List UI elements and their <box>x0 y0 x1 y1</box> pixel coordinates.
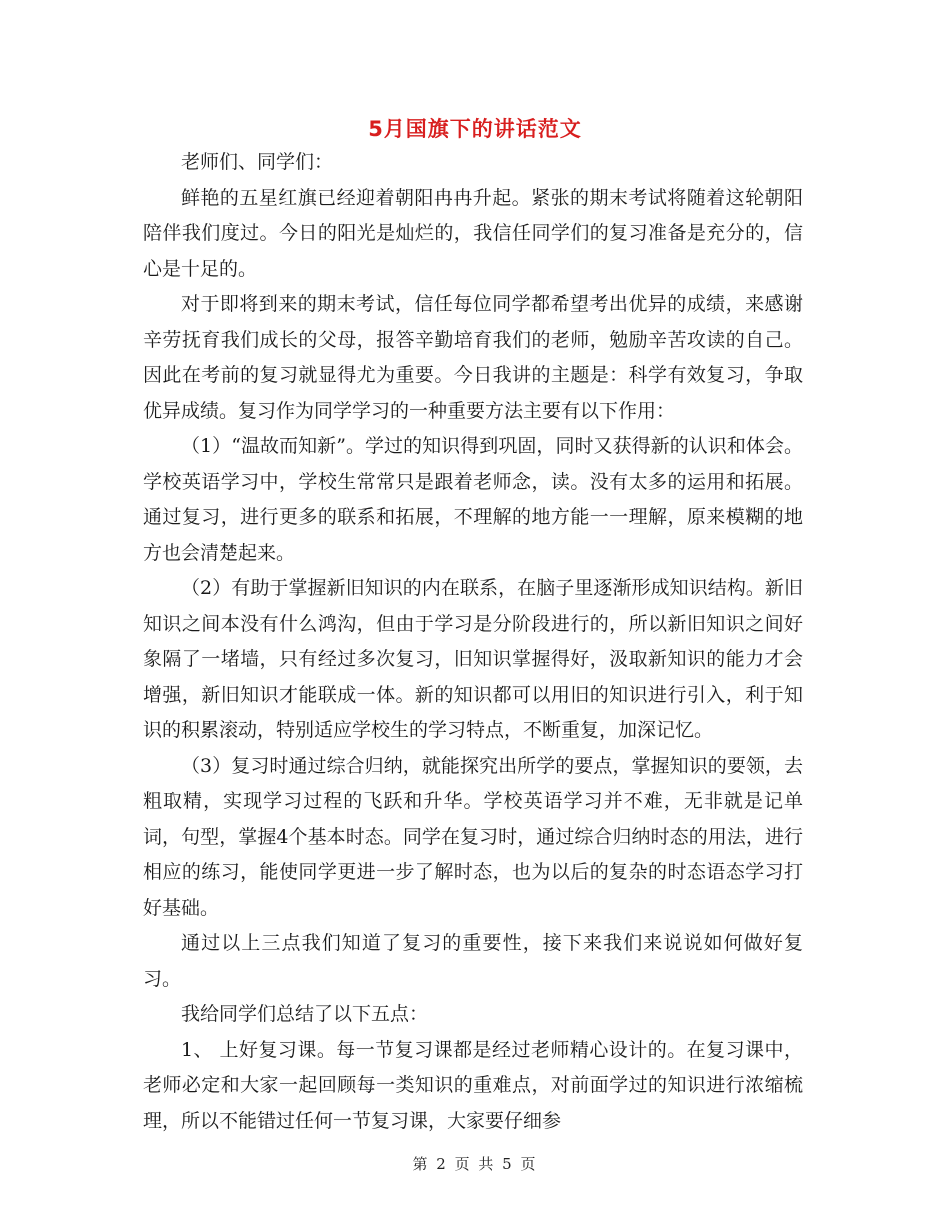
paragraph: 通过以上三点我们知道了复习的重要性，接下来我们来说说如何做好复习。 <box>143 932 803 990</box>
paragraph: 鲜艳的五星红旗已经迎着朝阳冉冉升起。紧张的期末考试将随着这轮朝阳陪伴我们度过。今日的阳光是灿烂的，我信任同学们的复习准备是充分的，信心是十足的。 <box>143 186 803 280</box>
paragraph: 1、 上好复习课。每一节复习课都是经过老师精心设计的。在复习课中，老师必定和大家一起回顾每一类知识的重难点，对前面学过的知识进行浓缩梳理，所以不能错过任何一节复习课，大家要仔细参 <box>143 1038 803 1132</box>
paragraph: （1）“温故而知新”。学过的知识得到巩固，同时又获得新的认识和体会。学校英语学习中，学校生常常只是跟着老师念，读。没有太多的运用和拓展。通过复习，进行更多的联系和拓展，不理解的地方能一一理解，原来模糊的地方也会清楚起来。 <box>143 435 803 564</box>
page-title: 5月国旗下的讲话范文 <box>368 117 582 141</box>
page-footer: 第 2 页 共 5 页 <box>412 1155 538 1173</box>
document-body <box>143 145 803 1139</box>
paragraph: （3）复习时通过综合归纳，就能探究出所学的要点，掌握知识的要领，去粗取精，实现学习过程的飞跃和升华。学校英语学习并不难，无非就是记单词，句型，掌握4个基本时态。同学在复习时，通过综合归纳时态的用法，进行相应的练习，能使同学更进一步了解时态，也为以后的复杂的时态语态学习打好基础。 <box>143 754 803 919</box>
paragraph-greeting: 老师们、同学们： <box>181 151 334 173</box>
paragraph: 我给同学们总结了以下五点： <box>181 1003 429 1025</box>
paragraph: 对于即将到来的期末考试，信任每位同学都希望考出优异的成绩，来感谢辛劳抚育我们成长的父母，报答辛勤培育我们的老师，勉励辛苦攻读的自己。因此在考前的复习就显得尤为重要。今日我讲的主题是：科学有效复习，争取优异成绩。复习作为同学学习的一种重要方法主要有以下作用： <box>143 293 803 422</box>
paragraph: （2）有助于掌握新旧知识的内在联系，在脑子里逐渐形成知识结构。新旧知识之间本没有什么鸿沟，但由于学习是分阶段进行的，所以新旧知识之间好象隔了一堵墙，只有经过多次复习，旧知识掌握得好，汲取新知识的能力才会增强，新旧知识才能联成一体。新的知识都可以用旧的知识进行引入，利于知识的积累滚动，特别适应学校生的学习特点，不断重复，加深记忆。 <box>143 577 803 741</box>
